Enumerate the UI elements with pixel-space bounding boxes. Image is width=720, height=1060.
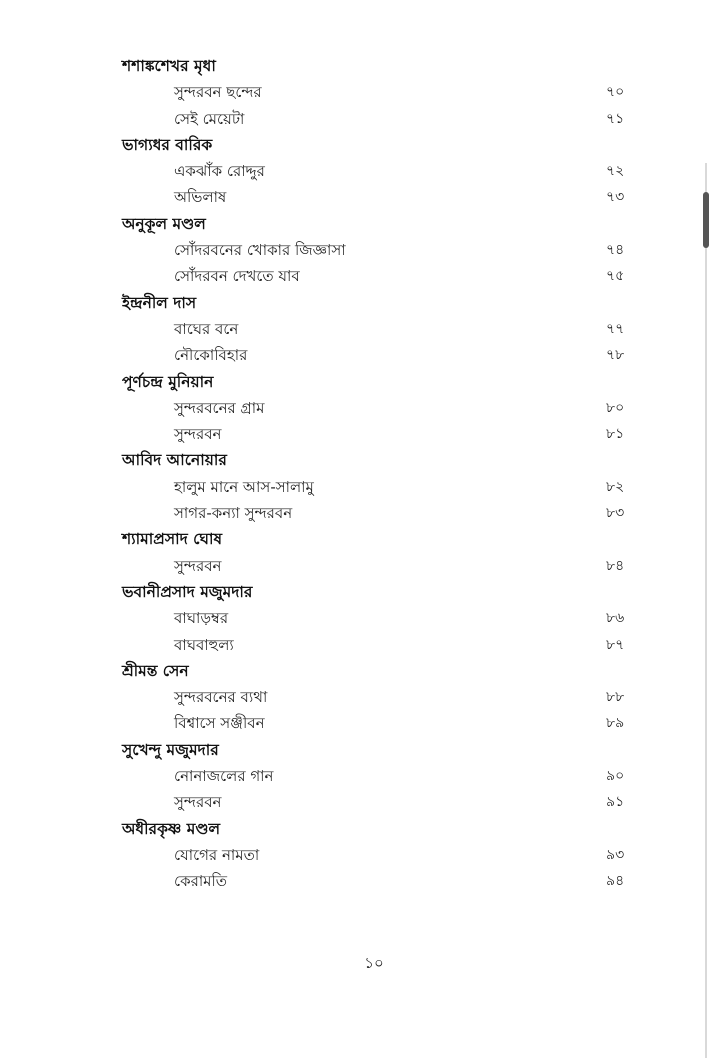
page-footer-number: ১০ <box>364 954 384 972</box>
page-number: ৭০ <box>606 84 625 101</box>
page-number: ৮৭ <box>606 636 625 653</box>
page-number: ৯১ <box>606 794 625 811</box>
page-number: ৮২ <box>606 478 625 495</box>
toc-entry[interactable] <box>122 868 632 894</box>
toc-entry[interactable] <box>122 106 632 132</box>
page-number: ৮৯ <box>606 715 625 732</box>
poem-title: সোঁদরবনের খোকার জিজ্ঞাসা <box>174 241 346 260</box>
toc-entry[interactable] <box>122 500 632 526</box>
toc-entry[interactable] <box>122 342 632 368</box>
poem-title: বাঘাড়ম্বর <box>174 609 229 628</box>
page-number: ৭৮ <box>606 347 625 364</box>
page-number: ৭৩ <box>606 189 625 206</box>
author-heading: শ্রীমন্ত সেন <box>122 661 189 680</box>
toc-entry[interactable] <box>122 79 632 105</box>
poem-title: একঝাঁক রোদ্দুর <box>174 162 265 181</box>
page-number: ৯৪ <box>606 873 625 890</box>
toc-entry[interactable] <box>122 395 632 421</box>
toc-entry[interactable] <box>122 421 632 447</box>
toc-entry[interactable] <box>122 184 632 210</box>
page-number: ৯৩ <box>606 846 625 863</box>
page-number: ৮০ <box>606 399 625 416</box>
poem-title: বাঘবাহুল্য <box>174 635 234 654</box>
toc-entry[interactable] <box>122 684 632 710</box>
toc-entry[interactable] <box>122 263 632 289</box>
toc-entry[interactable] <box>122 763 632 789</box>
poem-title: নোনাজলের গান <box>174 767 274 786</box>
poem-title: হালুম মানে আস-সালামু <box>174 477 314 496</box>
page-number: ৭৫ <box>606 268 625 285</box>
author-heading: আবিদ আনোয়ার <box>122 451 227 470</box>
poem-title: সুন্দরবন ছন্দের <box>174 83 262 102</box>
author-heading: ইন্দ্রনীল দাস <box>122 293 197 312</box>
poem-title: সুন্দরবনের ব্যথা <box>174 688 268 707</box>
toc-entry[interactable] <box>122 237 632 263</box>
poem-title: সেই মেয়েটা <box>174 109 245 128</box>
poem-title: সুন্দরবনের গ্রাম <box>174 398 265 417</box>
poem-title: অভিলাষ <box>174 188 227 207</box>
toc-entry[interactable] <box>122 605 632 631</box>
page-number: ৭৪ <box>606 242 625 259</box>
page-number: ৯০ <box>606 768 625 785</box>
author-heading: অনুকূল মণ্ডল <box>122 214 206 233</box>
author-heading: শ্যামাপ্রসাদ ঘোষ <box>122 530 223 549</box>
author-heading: অধীরকৃষ্ণ মণ্ডল <box>122 819 221 838</box>
poem-title: বাঘের বনে <box>174 319 239 338</box>
toc-entry[interactable] <box>122 316 632 342</box>
page-number: ৮১ <box>606 426 625 443</box>
page-number: ৮৬ <box>606 610 625 627</box>
toc-entry[interactable] <box>122 553 632 579</box>
author-heading: ভাগ্যধর বারিক <box>122 135 213 154</box>
toc-entry[interactable] <box>122 158 632 184</box>
scrollbar-track[interactable] <box>705 163 707 1058</box>
poem-title: সোঁদরবন দেখতে যাব <box>174 267 300 286</box>
author-heading: পূর্ণচন্দ্র মুনিয়ান <box>122 372 214 391</box>
table-of-contents <box>122 53 632 895</box>
page-number: ৮৪ <box>606 557 625 574</box>
page-number: ৭৭ <box>606 320 625 337</box>
toc-entry[interactable] <box>122 710 632 736</box>
page-number: ৭১ <box>606 110 625 127</box>
poem-title: নৌকোবিহার <box>174 346 248 365</box>
poem-title: সুন্দরবন <box>174 793 222 812</box>
poem-title: কেরামতি <box>174 872 228 891</box>
toc-entry[interactable] <box>122 789 632 815</box>
author-heading: শশাঙ্কশেখর মৃধা <box>122 57 216 75</box>
toc-entry[interactable] <box>122 474 632 500</box>
author-heading: ভবানীপ্রসাদ মজুমদার <box>122 582 253 601</box>
poem-title: সাগর-কন্যা সুন্দরবন <box>174 504 293 523</box>
poem-title: সুন্দরবন <box>174 425 222 444</box>
poem-title: বিশ্বাসে সঞ্জীবন <box>174 714 265 733</box>
page-number: ৮৮ <box>606 689 625 706</box>
poem-title: যোগের নামতা <box>174 845 260 864</box>
author-heading: সুখেন্দু মজুমদার <box>122 740 219 759</box>
toc-entry[interactable] <box>122 632 632 658</box>
toc-entry[interactable] <box>122 842 632 868</box>
scrollbar-thumb[interactable] <box>703 192 709 248</box>
page-number: ৭২ <box>606 163 625 180</box>
page-number: ৮৩ <box>606 505 625 522</box>
poem-title: সুন্দরবন <box>174 556 222 575</box>
